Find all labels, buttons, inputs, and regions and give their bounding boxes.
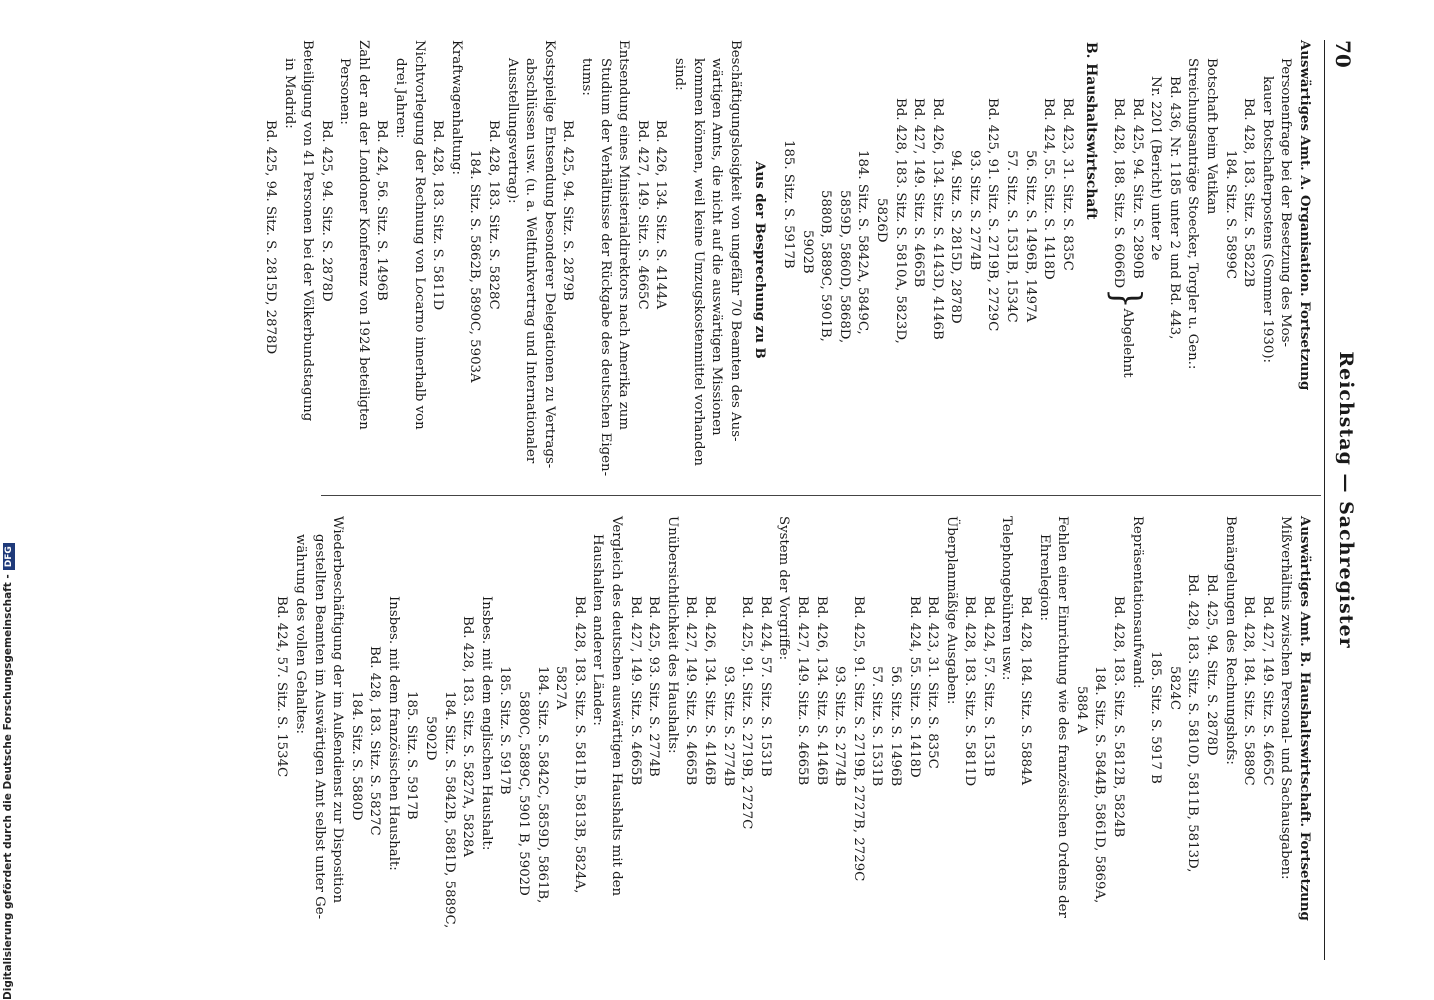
rejected-label: Abgelehnt: [1120, 308, 1136, 378]
entry-line: 57. Sitz. S. 1531B, 1534C: [1004, 150, 1020, 323]
entry-line: 5827A: [553, 666, 569, 710]
entry-line: Bd. 425, 94. Sitz. S. 2878D: [1204, 574, 1220, 756]
header-rule: [1324, 40, 1325, 960]
entry-line: Bd. 425, 94. Sitz. S. 2815D, 2878D: [262, 120, 278, 355]
entry-line: Bd. 426, 134. Sitz. S. 4146B: [702, 596, 717, 786]
entry-line: 184. Sitz. S. 5842B, 5881D, 5889C,: [441, 691, 457, 929]
entry-line: 185. Sitz. S. 5917B: [404, 691, 420, 820]
entry-line: Bd. 427, 149. Sitz. S. 4665C: [1259, 596, 1275, 786]
entry-line: Bd. 428, 183. Sitz. S. 5828C: [486, 120, 502, 310]
entry-line: Bd. 426, 134. Sitz. S. 4144A: [653, 120, 669, 310]
entry-line: 184. Sitz. S. 5842C, 5859D, 5861B,: [534, 666, 550, 904]
entry-line: Zahl der an der Londoner Konferenz von 1924 beteiligten: [355, 40, 371, 430]
entry-line: Entsendung eines Ministerialdirektors nach Amerika zum: [616, 40, 632, 430]
entry-line: kommen können, weil keine Umzugskostenmittel vorhanden: [690, 58, 706, 466]
entry-line: Bd. 427, 149. Sitz. S. 4665B: [627, 596, 643, 786]
entry-line: Unübersichtlichkeit des Haushalts:: [664, 516, 680, 754]
entry-line: 5824C: [1166, 666, 1182, 711]
entry-line: Bd. 425, 91. Sitz. S. 2719B, 2727B, 2729C: [850, 596, 866, 882]
entry-line: Bd. 426, 134. Sitz. S. 4146B: [813, 596, 829, 786]
section-b-continued-heading: Auswärtiges Amt. B. Haushaltswirtschaft. Fortsetzung: [1297, 516, 1312, 921]
entry-line: Personenfrage bei der Besetzung des Mos-: [1278, 58, 1294, 347]
entry-line: Bd. 425, 94. Sitz. S. 2878D: [318, 120, 334, 302]
entry-line: abschlüssen usw. (u. a. Weltfunkvertrag und Internationaler: [523, 58, 539, 464]
entry-line: kauer Botschafterpostens (Sommer 1930):: [1259, 76, 1275, 364]
entry-line: Bd. 424, 55. Sitz. S. 1418D: [906, 596, 922, 778]
subsection-heading: Aus der Besprechung zu B: [752, 161, 768, 359]
entry-line: Bd. 427, 149. Sitz. S. 4665B: [911, 98, 927, 288]
entry-line: Bd. 428, 183. Sitz. S. 5810A, 5823D,: [892, 98, 908, 344]
entry-line: Ausstellungsvertrag):: [504, 58, 520, 204]
entry-line: gestellten Beamten im Auswärtigen Amt selbst unter Ge-: [311, 534, 327, 920]
entry-line: Bd. 428, 183. Sitz. S. 5822B: [1241, 98, 1257, 288]
entry-line: Beschäftigungslosigkeit von ungefähr 70 Beamten des Aus-: [727, 40, 743, 442]
entry-line: Bd. 436, Nr. 1185 unter 2 und Bd. 443,: [1166, 76, 1182, 340]
entry-line: 56. Sitz. S. 1496B: [887, 666, 903, 787]
entry-line: Kostspielige Entsendung besonderer Delegationen zu Vertrags-: [541, 40, 557, 469]
brace-group: [1104, 40, 1150, 480]
section-a-heading: Auswärtiges Amt. A. Organisation. Fortsetzung: [1297, 40, 1312, 391]
entry-line: Streichungsanträge Stoecker, Torgler u. Gen.:: [1185, 58, 1201, 370]
entry-line: Kraftwagenhaltung:: [448, 40, 464, 175]
entry-line: Bd. 425, 91. Sitz. S. 2719B, 2727C: [739, 596, 755, 830]
entry-line: 5880B, 5889C, 5901B,: [818, 190, 834, 342]
entry-line: Bd. 427, 149. Sitz. S. 4665B: [794, 596, 810, 786]
entry-line: 5902D: [423, 716, 439, 761]
entry-line: 184. Sitz. S. 5880D: [348, 691, 364, 821]
entry-line: Bd. 424, 55. Sitz. S. 1418D: [1041, 98, 1057, 280]
entry-line: Bd. 425, 94. Sitz. S. 2879B: [560, 120, 576, 301]
rotated-page: [59, 40, 1359, 960]
entry-line: Bd. 424, 57. Sitz. S. 1531B: [980, 596, 996, 777]
right-column: [272, 516, 1313, 956]
entry-line: Vergleich des deutschen auswärtigen Haushalts mit den: [609, 516, 625, 897]
digitization-note: [2, 543, 15, 1000]
entry-line: 184. Sitz. S. 5842A, 5849C,: [855, 150, 871, 335]
entry-line: Bd. 424, 56. Sitz. S. 1496B: [374, 120, 390, 301]
entry-line: Bd. 425, 91. Sitz. S. 2719B, 2729C: [985, 98, 1001, 332]
entry-line: wärtigen Amts, die nicht auf die auswärtigen Missionen: [709, 58, 725, 436]
entry-line: 93. Sitz. S. 2774B: [966, 150, 982, 271]
entry-line: Studium der Verhältnisse der Rückgabe des deutschen Eigen-: [597, 58, 613, 477]
entry-line: 93. Sitz. S. 2774B: [720, 666, 736, 787]
brace-symbol: }: [1104, 288, 1150, 309]
entry-line: 185. Sitz. S. 5917 B: [1148, 651, 1164, 784]
left-column: [260, 40, 1313, 480]
entry-line: 184. Sitz. S. 5899C: [1222, 150, 1238, 280]
entry-line: Bd. 424, 57. Sitz. S. 1531B: [757, 596, 773, 777]
entry-line: Bd. 428, 183. Sitz. S. 5810D, 5811B, 5813D,: [1185, 574, 1201, 873]
entry-line: 185. Sitz. S. 5917B: [780, 140, 796, 269]
entry-line: Bd. 424, 57. Sitz. S. 1534C: [274, 596, 290, 778]
entry-line: Bd. 428, 188. Sitz. S. 6066D: [1111, 98, 1127, 289]
entry-line: Bd. 428, 183. Sitz. S. 5827C: [367, 646, 383, 836]
entry-line: Bd. 425, 93. Sitz. S. 2774B: [646, 596, 662, 777]
entry-line: Mißverhältnis zwischen Personal- und Sachausgaben:: [1278, 516, 1294, 880]
entry-line: 5826D: [873, 198, 889, 243]
entry-line: Beteiligung von 41 Personen bei der Völkerbundstagung: [300, 40, 316, 422]
entry-line: System der Vorgriffe:: [776, 516, 792, 661]
entry-line: 57. Sitz. S. 1531B: [869, 666, 885, 787]
entry-line: Wiederbeschäftigung der im Außendienst zur Disposition: [330, 516, 346, 904]
entry-line: Bd. 425, 94. Sitz. S. 2890B: [1129, 98, 1145, 279]
entry-line: 56. Sitz. S. 1496B, 1497A: [1022, 150, 1038, 323]
entry-line: Bd. 428, 183. Sitz. S. 5827A, 5828A: [460, 616, 476, 857]
entry-line: Nr. 2201 (Bericht) unter 2e: [1148, 76, 1164, 261]
entry-line: 94. Sitz. S. 2815D, 2878D: [948, 150, 964, 324]
entry-line: währung des vollen Gehaltes:: [292, 534, 308, 734]
entry-line: Bd. 428, 183. Sitz. S. 5812B, 5824B: [1111, 596, 1127, 838]
entry-line: Insbes. mit dem englischen Haushalt:: [478, 596, 494, 851]
entry-line: Bd. 428, 184. Sitz. S. 5889C: [1241, 596, 1257, 786]
entry-line: Botschaft beim Vatikan: [1204, 58, 1220, 215]
entry-line: Bd. 428, 183. Sitz. S. 5811B, 5813B, 5824A,: [571, 596, 587, 894]
entry-line: 5884 A: [1073, 686, 1089, 734]
entry-line: 184. Sitz. S. 5862B, 5890C, 5903A: [467, 150, 483, 383]
entry-line: Bd. 427, 149. Sitz. S. 4665C: [634, 120, 650, 310]
entry-line: Bd. 427, 149. Sitz. S. 4665B: [683, 596, 699, 786]
column-divider: [321, 495, 1321, 496]
page-title: Reichstag — Sachregister: [1335, 351, 1357, 649]
entry-line: in Madrid:: [281, 58, 297, 129]
entry-line: Überplanmäßige Ausgaben:: [943, 516, 959, 705]
entry-line: Bd. 426, 134. Sitz. S. 4143D, 4146B: [929, 98, 945, 340]
entry-line: Nichtvorlegung der Rechnung von Locarno innerhalb von: [411, 40, 427, 430]
entry-line: Insbes. mit dem französischen Haushalt:: [385, 596, 401, 871]
entry-line: Repräsentationsaufwand:: [1129, 516, 1145, 689]
section-b-heading: B. Haushaltswirtschaft: [1083, 42, 1100, 220]
entry-line: 5859D, 5860D, 5868D,: [836, 190, 852, 344]
entry-line: Ehrenlegion:: [1036, 534, 1052, 621]
entry-line: Bd. 428, 183. Sitz. S. 5811D: [962, 596, 978, 787]
entry-line: Fehlen einer Einrichtung wie des französischen Ordens der: [1055, 516, 1071, 918]
entry-line: Personen:: [337, 58, 353, 125]
entry-line: Haushalten anderer Länder:: [590, 534, 606, 726]
entry-line: Bd. 423, 31. Sitz. S. 835C: [925, 596, 941, 769]
digitization-text: Digitalisierung gefördert durch die Deutsche Forschungsgemeinschaft -: [2, 574, 14, 1000]
page-number: 70: [1331, 40, 1355, 68]
dfg-logo: DFG: [3, 543, 15, 570]
page-header: [1319, 40, 1359, 960]
entry-line: tums:: [579, 58, 595, 96]
entry-line: 185. Sitz. S. 5917B: [497, 666, 513, 795]
entry-line: sind:: [672, 58, 687, 91]
entry-line: Bd. 428, 183. Sitz. S. 5811D: [430, 120, 446, 311]
entry-line: 5902B: [799, 230, 815, 274]
entry-line: 184. Sitz. S. 5844B, 5861D, 5869A,: [1092, 666, 1108, 904]
entry-line: Bd. 428, 184. Sitz. S. 5884A: [1018, 596, 1034, 786]
entry-line: Bd. 423, 31. Sitz. S. 835C: [1059, 98, 1075, 271]
entry-line: drei Jahren:: [393, 58, 409, 139]
entry-line: 93. Sitz. S. 2774B: [832, 666, 848, 787]
entry-line: Telephongebühren usw.:: [999, 516, 1015, 681]
entry-line: Bemängelungen des Rechnungshofs:: [1222, 516, 1238, 765]
entry-line: 5880C, 5889C, 5901 B, 5902D: [516, 691, 532, 896]
